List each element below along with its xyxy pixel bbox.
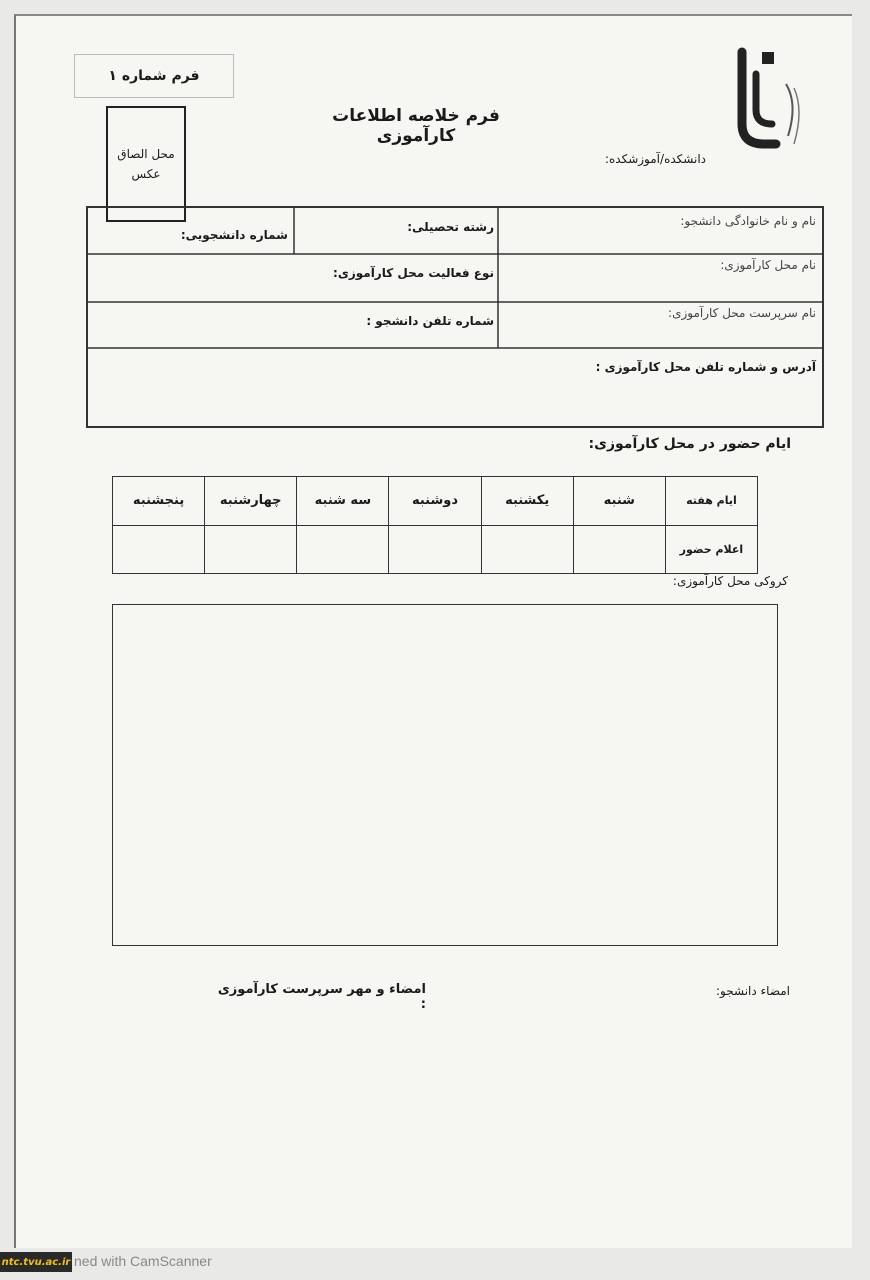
site-logo: ntc.tvu.ac.ir: [0, 1252, 72, 1272]
faculty-field: دانشکده/آموزشکده:: [604, 152, 706, 166]
day-cell: پنجشنبه: [113, 477, 205, 526]
attendance-row: [113, 525, 758, 574]
days-row: [113, 477, 758, 526]
university-logo-icon: [728, 44, 808, 156]
form-page: [14, 14, 852, 1248]
attendance-title: ایام حضور در محل کارآموزی:: [588, 436, 791, 452]
student-info-table: [86, 206, 824, 428]
sketch-box: [112, 604, 778, 946]
attendance-cell: [481, 525, 573, 574]
student-phone-field: شماره تلفن دانشجو :: [366, 314, 494, 328]
internship-place-field: نام محل کارآموزی:: [720, 258, 816, 272]
photo-label-line1: محل الصاق: [117, 147, 175, 161]
day-cell: شنبه: [573, 477, 665, 526]
attendance-table: [112, 476, 758, 574]
attendance-row-header: اعلام حضور: [665, 525, 757, 574]
student-signature-field: امضاء دانشجو:: [716, 984, 790, 998]
student-name-field: نام و نام خانوادگی دانشجو:: [680, 214, 816, 228]
day-cell: سه شنبه: [297, 477, 389, 526]
day-cell: دوشنبه: [389, 477, 481, 526]
activity-type-field: نوع فعالیت محل کارآموزی:: [333, 266, 494, 280]
supervisor-signature-field: امضاء و مهر سرپرست کارآموزی :: [217, 982, 426, 1012]
scanner-watermark: ned with CamScanner: [74, 1253, 212, 1269]
form-number: فرم شماره ۱: [74, 54, 234, 98]
attendance-cell: [297, 525, 389, 574]
student-id-field: شماره دانشجویی:: [180, 228, 288, 242]
day-cell: چهارشنبه: [205, 477, 297, 526]
attendance-cell: [113, 525, 205, 574]
address-field: آدرس و شماره تلفن محل کارآموزی :: [595, 360, 816, 374]
photo-label-line2: عکس: [131, 167, 161, 181]
major-field: رشته تحصیلی:: [407, 220, 494, 234]
attendance-cell: [573, 525, 665, 574]
day-cell: یکشنبه: [481, 477, 573, 526]
form-title: فرم خلاصه اطلاعات کارآموزی: [332, 106, 500, 146]
attendance-cell: [205, 525, 297, 574]
supervisor-name-field: نام سرپرست محل کارآموزی:: [668, 306, 816, 320]
photo-box: [106, 106, 186, 222]
days-row-header: ایام هفته: [665, 477, 757, 526]
sketch-label: کروکی محل کارآموزی:: [672, 574, 788, 588]
attendance-cell: [389, 525, 481, 574]
